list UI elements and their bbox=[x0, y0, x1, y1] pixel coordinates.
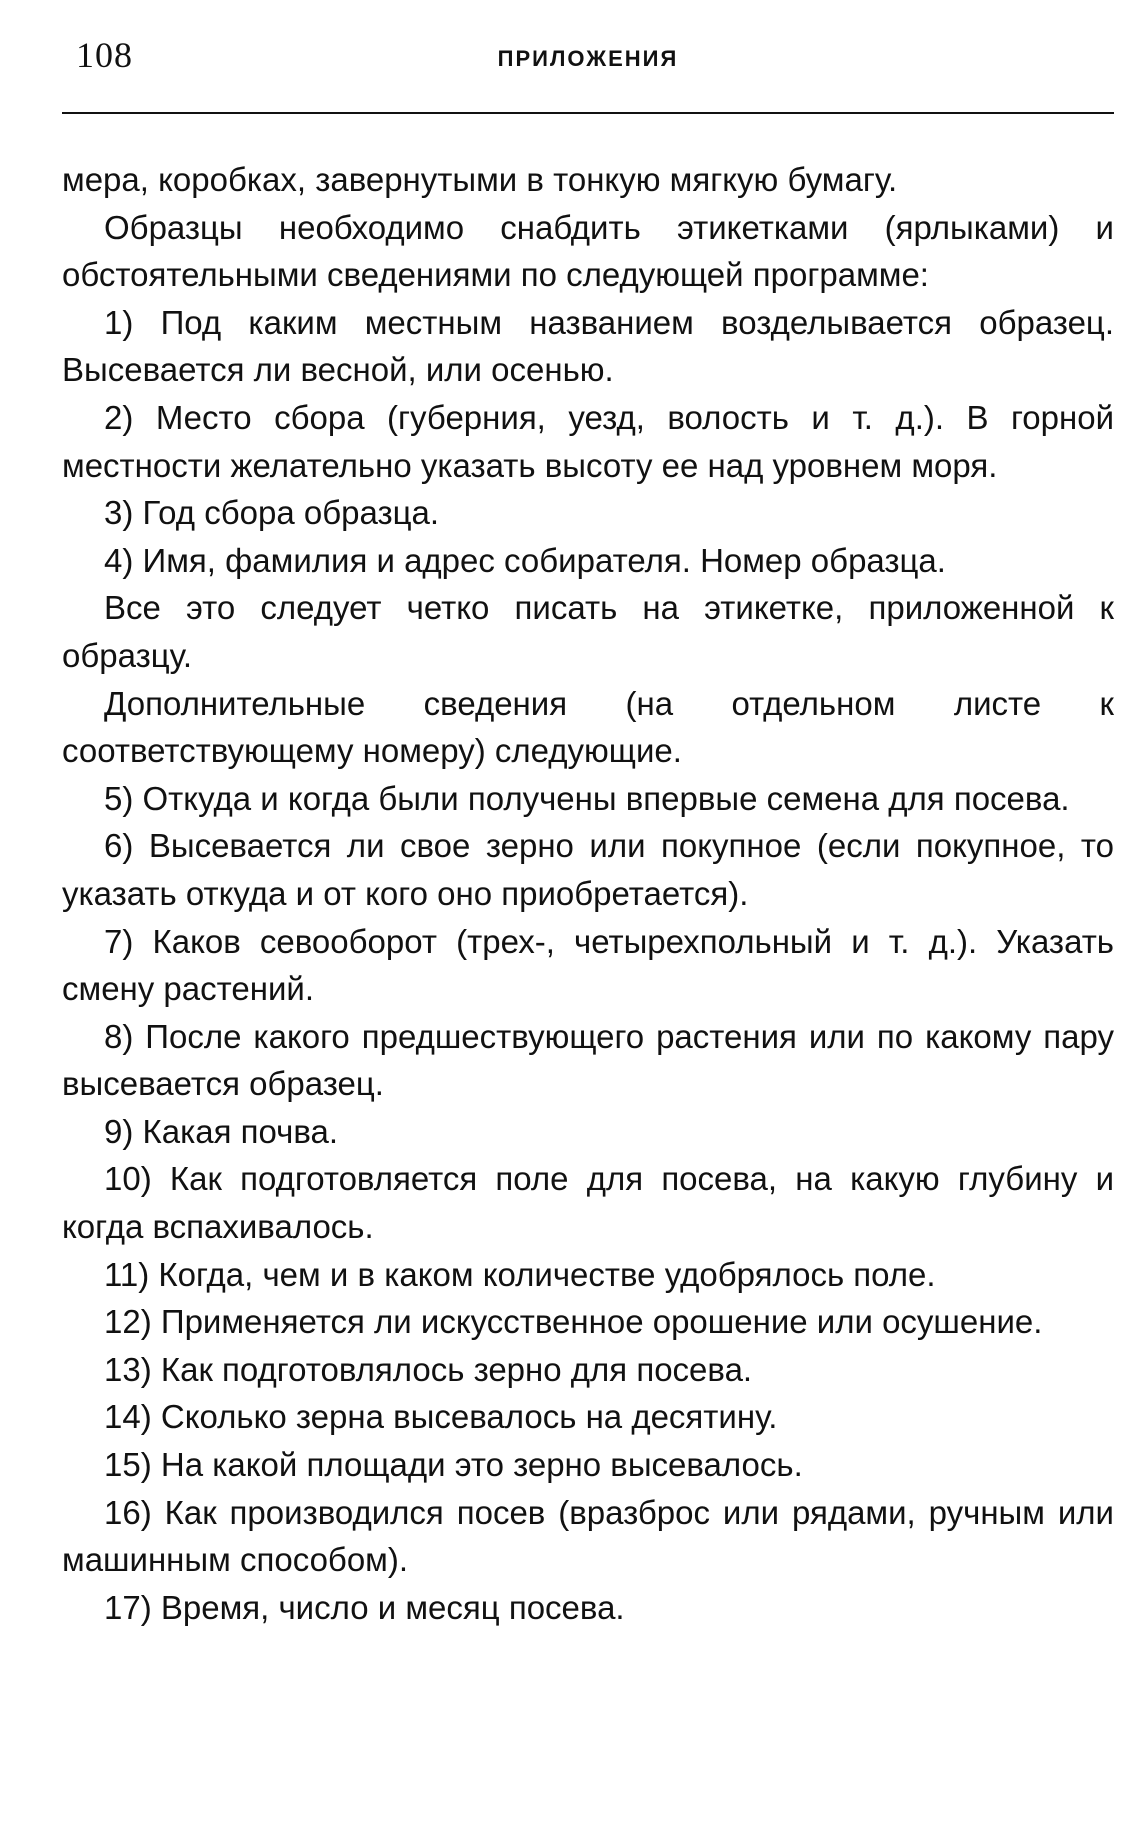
page-number: 108 bbox=[76, 35, 133, 75]
section-title: ПРИЛОЖЕНИЯ bbox=[497, 46, 679, 71]
list-item: 16) Как производился посев (вразброс или рядами, ручным или машинным способом). bbox=[62, 1493, 1114, 1579]
list-item: 3) Год сбора образца. bbox=[104, 494, 439, 532]
list-item: 2) Место сбора (губерния, уезд, волость и т. д.). В горной местности желательно указать высоту ее над уровнем моря. bbox=[62, 398, 1114, 484]
running-head bbox=[62, 34, 1114, 82]
list-item: 5) Откуда и когда были получены впервые семена для посева. bbox=[104, 779, 1070, 817]
list-item: 4) Имя, фамилия и адрес собирателя. Номер образца. bbox=[104, 541, 946, 579]
list-item: 12) Применяется ли искусственное орошение или осушение. bbox=[104, 1303, 1043, 1341]
book-page bbox=[62, 34, 1114, 1631]
paragraph: Образцы необходимо снабдить этикетками (ярлыками) и обстоятельными сведениями по следующей программе: bbox=[62, 208, 1114, 294]
list-item: 13) Как подготовлялось зерно для посева. bbox=[104, 1350, 753, 1388]
list-item: 10) Как подготовляется поле для посева, на какую глубину и когда вспахивалось. bbox=[62, 1160, 1114, 1246]
list-item: 17) Время, число и месяц посева. bbox=[104, 1588, 625, 1626]
list-item: 9) Какая почва. bbox=[104, 1112, 339, 1150]
header-rule bbox=[62, 112, 1114, 114]
list-item: 11) Когда, чем и в каком количестве удобрялось поле. bbox=[104, 1255, 936, 1293]
list-item: 6) Высевается ли свое зерно или покупное (если покупное, то указать откуда и от кого оно приобретается). bbox=[62, 827, 1114, 912]
page-body bbox=[62, 156, 1114, 1631]
list-item: 14) Сколько зерна высевалось на десятину. bbox=[104, 1398, 778, 1436]
list-item: 15) На какой площади это зерно высевалось. bbox=[104, 1446, 803, 1484]
paragraph: Все это следует четко писать на этикетке, приложенной к образцу. bbox=[62, 589, 1114, 674]
list-item: 8) После какого предшествующего растения или по какому пару высевается образец. bbox=[62, 1017, 1114, 1103]
list-item: 7) Каков севооборот (трех-, четырехпольный и т. д.). Указать смену растений. bbox=[62, 922, 1114, 1008]
paragraph: мера, коробках, завернутыми в тонкую мягкую бумагу. bbox=[62, 161, 898, 198]
list-item: 1) Под каким местным названием возделывается образец. Высевается ли весной, или осенью. bbox=[62, 303, 1114, 389]
paragraph: Дополнительные сведения (на отдельном листе к соответствующему номеру) следующие. bbox=[62, 684, 1114, 770]
